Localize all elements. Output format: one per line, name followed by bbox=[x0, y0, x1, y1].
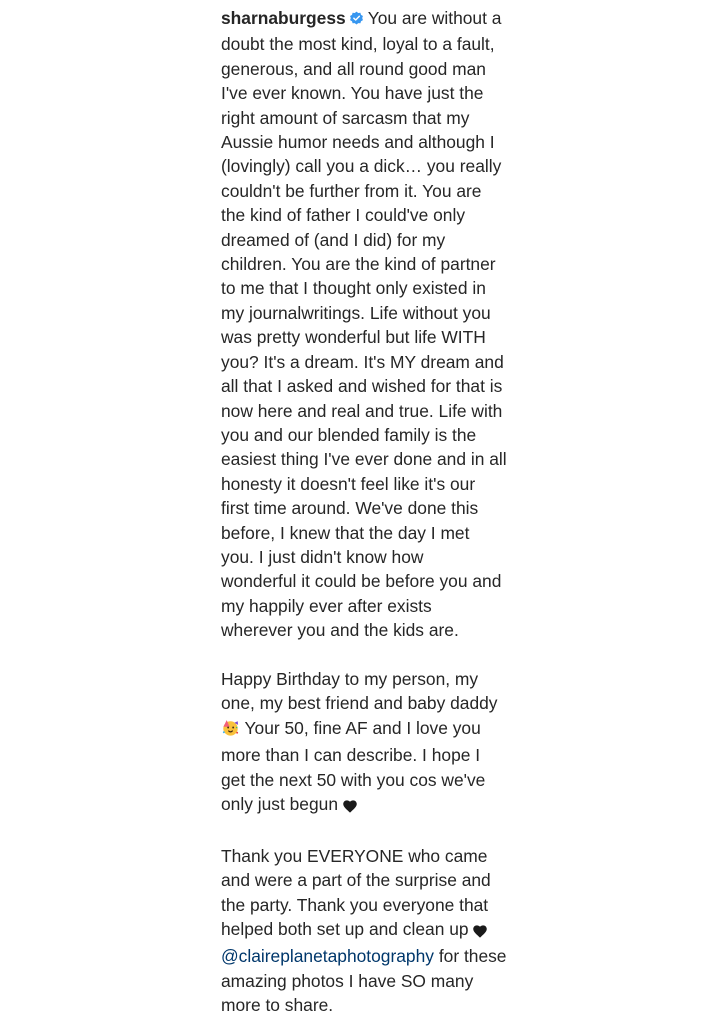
caption-paragraph-2 bbox=[221, 667, 561, 819]
caption-line: doubt the most kind, loyal to a fault, bbox=[221, 34, 495, 55]
caption-line: generous, and all round good man bbox=[221, 58, 486, 79]
caption-line bbox=[221, 6, 561, 32]
caption-paragraph-3 bbox=[221, 844, 561, 1018]
caption-line: wonderful it could be before you and bbox=[221, 571, 502, 592]
caption-line: you and our blended family is the bbox=[221, 424, 477, 445]
caption-text: for these bbox=[438, 946, 507, 967]
caption-line: Happy Birthday to my person, my bbox=[221, 668, 479, 689]
caption-line: one, my best friend and baby daddy bbox=[221, 693, 498, 714]
caption-line: my happily ever after exists bbox=[221, 595, 432, 616]
black-heart-icon bbox=[343, 795, 357, 819]
caption-line: children. You are the kind of partner bbox=[221, 254, 496, 275]
caption-line bbox=[221, 792, 561, 819]
caption-line: easiest thing I've ever done and in all bbox=[221, 449, 507, 470]
caption-line bbox=[221, 716, 561, 743]
caption-line: all that I asked and wished for that is bbox=[221, 376, 503, 397]
caption-line bbox=[221, 917, 561, 944]
caption-line: Thank you EVERYONE who came bbox=[221, 845, 488, 866]
caption-line: the party. Thank you everyone that bbox=[221, 894, 489, 915]
caption-line: you? It's a dream. It's MY dream and bbox=[221, 351, 504, 372]
caption-line: dreamed of (and I did) for my bbox=[221, 229, 446, 250]
caption-line: wherever you and the kids are. bbox=[221, 620, 459, 641]
caption-line: you. I just didn't know how bbox=[221, 546, 424, 567]
mention-link[interactable]: @claireplanetaphotography bbox=[221, 946, 434, 967]
caption-line: was pretty wonderful but life WITH bbox=[221, 327, 486, 348]
caption-line: and were a part of the surprise and bbox=[221, 870, 491, 891]
caption-text: You are without a bbox=[367, 8, 502, 28]
caption-line: before, I knew that the day I met bbox=[221, 522, 470, 543]
caption-line: my journalwritings. Life without you bbox=[221, 302, 491, 323]
caption-line: I've ever known. You have just the bbox=[221, 83, 484, 104]
caption-text: only just begun bbox=[221, 793, 338, 814]
caption-line: Aussie humor needs and although I bbox=[221, 132, 495, 153]
caption-line: right amount of sarcasm that my bbox=[221, 107, 470, 128]
verified-badge-icon bbox=[349, 8, 364, 32]
caption-line: amazing photos I have SO many bbox=[221, 970, 474, 991]
username-link[interactable]: sharnaburgess bbox=[221, 8, 346, 28]
caption-line: (lovingly) call you a dick… you really bbox=[221, 156, 502, 177]
caption-line: couldn't be further from it. You are bbox=[221, 180, 482, 201]
caption-line: more than I can describe. I hope I bbox=[221, 745, 481, 766]
caption-line: first time around. We've done this bbox=[221, 498, 479, 519]
caption-text: Your 50, fine AF and I love you bbox=[244, 717, 481, 738]
caption-line: honesty it doesn't feel like it's our bbox=[221, 473, 476, 494]
caption-line: the kind of father I could've only bbox=[221, 205, 466, 226]
party-face-emoji-icon bbox=[221, 718, 240, 743]
caption-text: helped both set up and clean up bbox=[221, 919, 469, 939]
caption-line: get the next 50 with you cos we've bbox=[221, 769, 486, 790]
caption-line bbox=[221, 944, 561, 968]
caption-paragraph-1 bbox=[221, 6, 561, 643]
caption-line: now here and real and true. Life with bbox=[221, 400, 503, 421]
black-heart-icon bbox=[473, 920, 487, 944]
caption-line: more to share. bbox=[221, 995, 334, 1016]
caption-line: to me that I thought only existed in bbox=[221, 278, 486, 299]
post-caption bbox=[221, 6, 561, 1018]
